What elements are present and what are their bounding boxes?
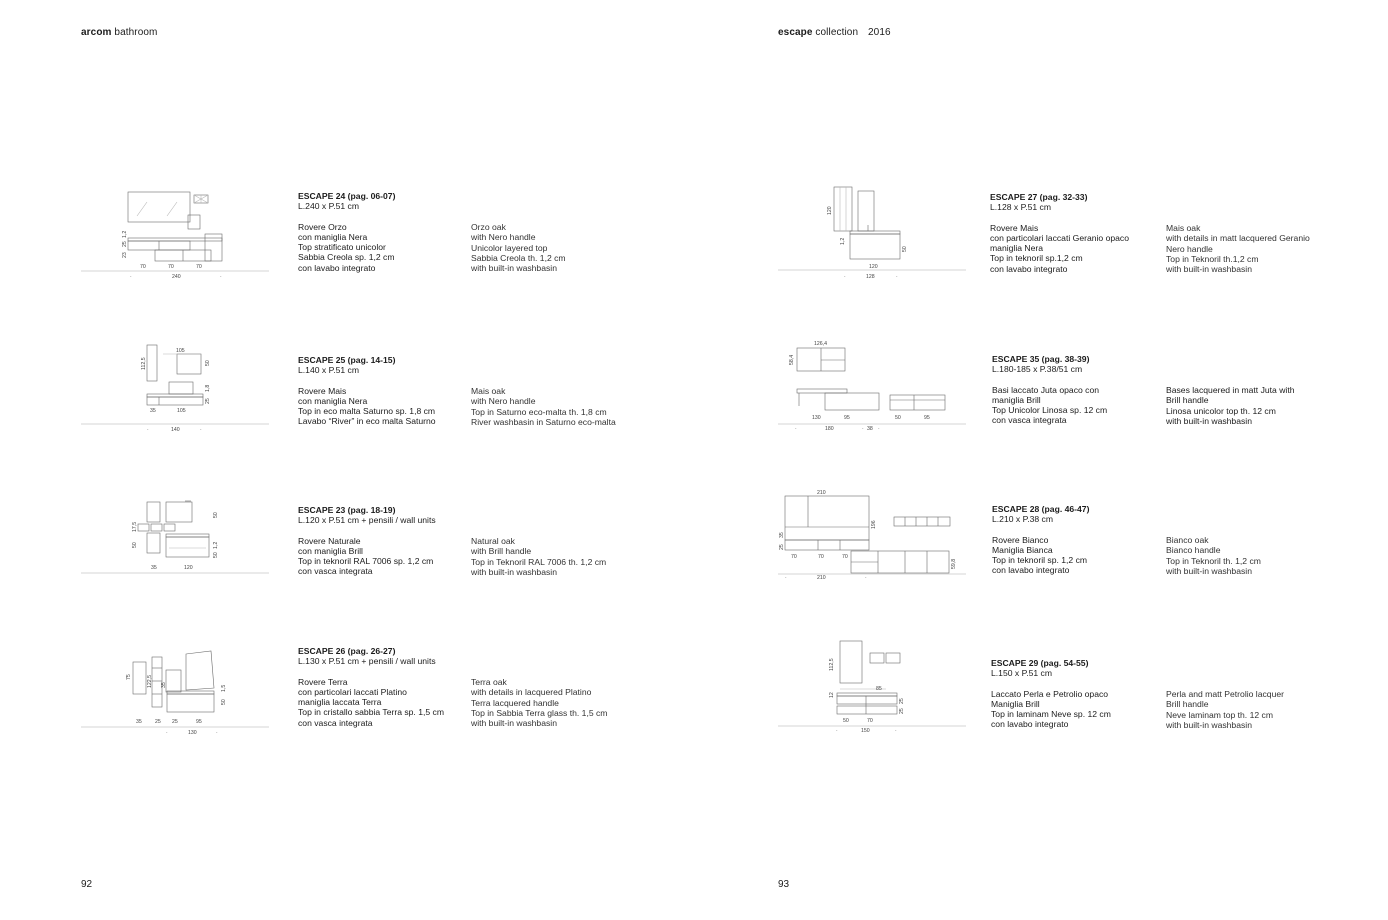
dim-w3: 25 <box>172 719 178 725</box>
dim-w2: 95 <box>844 415 850 421</box>
spec-en: with built-in washbasin <box>1166 264 1252 275</box>
svg-text:·: · <box>147 427 149 433</box>
dim-w1: 50 <box>843 718 849 724</box>
page-number: 93 <box>778 879 790 890</box>
technical-drawing-escape-35 <box>778 338 968 434</box>
technical-drawing-escape-26 <box>81 648 271 738</box>
dim-top: 85 <box>876 686 882 692</box>
dim-w4: 95 <box>924 415 930 421</box>
spec-en: Terra oak <box>471 677 507 687</box>
dim-w2: 70 <box>867 718 873 724</box>
spec-en: with built-in washbasin <box>471 566 557 577</box>
dim-w2: 70 <box>818 554 824 560</box>
spec-en: Perla and matt Petrolio lacquer <box>1166 689 1284 699</box>
svg-text:·: · <box>166 730 168 736</box>
spec-english-escape-26 <box>471 677 607 728</box>
dim-v3: 50 <box>221 699 227 705</box>
dim-v2: 25 <box>122 241 128 247</box>
spec-english-escape-23 <box>471 536 606 577</box>
svg-text:·: · <box>795 426 797 432</box>
header-subtitle: collection <box>815 27 859 38</box>
dim-v1: 196 <box>871 520 877 529</box>
spec-english-escape-25 <box>471 386 616 427</box>
svg-text:·: · <box>836 728 838 734</box>
dim-v2: 12 <box>829 692 835 698</box>
product-escape-25 <box>298 355 436 427</box>
svg-text:·: · <box>200 427 202 433</box>
dim-total: 210 <box>817 575 826 581</box>
spec-en: with details in lacquered Platino <box>471 687 592 698</box>
spec-it: Top in cristallo sabbia Terra sp. 1,5 cm <box>298 707 444 718</box>
spec-it: con maniglia Brill <box>298 545 363 556</box>
spec-en: Linosa unicolor top th. 12 cm <box>1166 405 1276 416</box>
product-title: ESCAPE 26 (pag. 26-27) <box>298 646 396 656</box>
spec-en: with built-in washbasin <box>1166 719 1252 730</box>
spec-en: Brill handle <box>1166 699 1209 710</box>
dim-w2: 25 <box>155 719 161 725</box>
product-title: ESCAPE 25 (pag. 14-15) <box>298 355 396 365</box>
dim-w1: 35 <box>150 408 156 414</box>
spec-it: Rovere Terra <box>298 676 348 687</box>
dim-w1: 130 <box>812 415 821 421</box>
dim-v1: 75 <box>126 674 132 680</box>
product-title: ESCAPE 28 (pag. 46-47) <box>992 504 1090 514</box>
spec-en: with Nero handle <box>471 396 536 407</box>
product-size: L.130 x P.51 cm + pensili / wall units <box>298 656 436 667</box>
spec-it: Top in eco malta Saturno sp. 1,8 cm <box>298 406 436 417</box>
dim-total: 150 <box>861 728 870 734</box>
dim-v1: 112,5 <box>829 658 835 671</box>
header-brand: escape <box>778 27 813 38</box>
spec-it: Lavabo “River” in eco malta Saturno <box>298 416 436 427</box>
spec-it: Top in laminam Neve sp. 12 cm <box>991 709 1111 720</box>
spec-en: with built-in washbasin <box>471 263 557 274</box>
spec-en: with built-in washbasin <box>1166 565 1252 576</box>
header-year: 2016 <box>868 27 891 38</box>
product-escape-27 <box>990 192 1129 274</box>
dim-w1: 70 <box>140 264 146 270</box>
right-page <box>694 0 1388 920</box>
dim-v4: 25 <box>205 398 211 404</box>
dim-total: 140 <box>171 427 180 433</box>
dim-w2: 105 <box>177 408 186 414</box>
page-number: 92 <box>81 879 93 890</box>
dim-v1: 120 <box>827 206 833 215</box>
dim-v1: 58,4 <box>789 354 795 365</box>
spec-en: Top in Teknoril RAL 7006 th. 1,2 cm <box>471 556 607 567</box>
dim-v2: 1,2 <box>840 237 846 245</box>
product-escape-24 <box>298 191 395 273</box>
dim-v1: 50 <box>213 512 219 518</box>
dim-top: 210 <box>817 490 826 496</box>
dim-total: 240 <box>172 274 181 280</box>
spec-it: con lavabo integrato <box>991 719 1069 730</box>
spec-it: Top in teknoril RAL 7006 sp. 1,2 cm <box>298 556 434 567</box>
spec-en: River washbasin in Saturno eco-malta <box>471 416 616 427</box>
product-escape-23 <box>298 505 436 577</box>
svg-text:·: · <box>895 728 897 734</box>
dim-v3: 25 <box>779 544 785 550</box>
spec-it: con lavabo integrato <box>992 565 1070 576</box>
spec-en: Unicolor layered top <box>471 242 548 253</box>
product-escape-35 <box>992 354 1107 426</box>
product-size: L.180-185 x P.38/51 cm <box>992 364 1083 375</box>
product-size: L.140 x P.51 cm <box>298 365 359 376</box>
product-title: ESCAPE 23 (pag. 18-19) <box>298 505 396 515</box>
spec-en: Top in Teknoril th. 1,2 cm <box>1166 555 1261 566</box>
product-escape-26 <box>298 646 444 728</box>
product-size: L.210 x P.38 cm <box>992 514 1053 525</box>
spec-en: Top in Teknoril th.1,2 cm <box>1166 253 1259 264</box>
spec-it: Top in teknoril sp.1,2 cm <box>990 253 1083 264</box>
spec-en: Bases lacquered in matt Juta with <box>1166 385 1295 395</box>
spec-en: Natural oak <box>471 536 515 546</box>
spec-it: Rovere Mais <box>990 222 1039 233</box>
dim-v5: 1,2 <box>213 541 219 549</box>
technical-drawing-escape-29 <box>778 638 968 738</box>
spec-en: Top in Saturno eco-malta th. 1,8 cm <box>471 406 607 417</box>
product-title: ESCAPE 29 (pag. 54-55) <box>991 658 1089 668</box>
dim-w3: 70 <box>842 554 848 560</box>
spec-it: Rovere Mais <box>298 385 347 396</box>
spec-en: Brill handle <box>1166 395 1209 406</box>
spec-it: Maniglia Bianca <box>992 544 1053 555</box>
spec-english-escape-24 <box>471 222 566 273</box>
dim-v2: 17,5 <box>132 521 138 532</box>
technical-drawing-escape-24 <box>81 186 271 281</box>
right-page-header <box>778 27 891 38</box>
spec-it: con maniglia Nera <box>298 395 368 406</box>
svg-text:·: · <box>785 575 787 581</box>
dim-top: 126,4 <box>814 341 827 347</box>
spec-en: with Nero handle <box>471 232 536 243</box>
spec-en: Bianco handle <box>1166 545 1221 556</box>
spec-english-escape-28 <box>1166 535 1261 576</box>
technical-drawing-escape-27 <box>778 183 968 283</box>
product-title: ESCAPE 27 (pag. 32-33) <box>990 192 1088 202</box>
dim-v2: 35 <box>779 532 785 538</box>
dim-v3: 1,2 <box>122 230 128 238</box>
dim-v4: 59,8 <box>951 558 957 569</box>
spec-en: Mais oak <box>1166 223 1201 233</box>
svg-text:·: · <box>216 730 218 736</box>
svg-text:·: · <box>862 426 864 432</box>
dim-v3: 1,8 <box>205 384 211 392</box>
technical-drawing-escape-28 <box>778 487 968 583</box>
product-title: ESCAPE 35 (pag. 38-39) <box>992 354 1090 364</box>
spec-it: maniglia laccata Terra <box>298 697 382 708</box>
dim-v1: 112,5 <box>141 357 147 370</box>
spec-en: with built-in washbasin <box>1166 415 1252 426</box>
svg-text:·: · <box>130 274 132 280</box>
dim-v1: 23 <box>122 252 128 258</box>
spec-it: maniglia Nera <box>990 243 1044 254</box>
dim-v3: 50 <box>132 542 138 548</box>
technical-drawing-escape-25 <box>81 342 271 434</box>
spec-it: Top in teknoril sp. 1,2 cm <box>992 555 1088 566</box>
spec-it: Sabbia Creola sp. 1,2 cm <box>298 252 395 263</box>
spec-it: Rovere Orzo <box>298 221 347 232</box>
dim-v4: 1,5 <box>221 684 227 692</box>
spec-it: Maniglia Brill <box>991 698 1040 709</box>
spec-it: Rovere Naturale <box>298 535 361 546</box>
svg-text:·: · <box>896 274 898 280</box>
spec-en: Top in Sabbia Terra glass th. 1,5 cm <box>471 707 608 718</box>
dim-w2: 120 <box>184 565 193 571</box>
product-escape-28 <box>992 504 1089 576</box>
spec-en: with Brill handle <box>471 546 532 557</box>
spec-english-escape-27 <box>1166 223 1310 274</box>
svg-text:·: · <box>220 274 222 280</box>
left-page-header <box>81 27 157 38</box>
spec-it: con vasca integrata <box>992 415 1067 426</box>
dim-w1: 70 <box>791 554 797 560</box>
spec-it: Basi laccato Juta opaco con <box>992 384 1100 395</box>
dim-v3: 25 <box>899 698 905 704</box>
dim-top: 105 <box>176 348 185 354</box>
spec-it: Top stratificato unicolor <box>298 242 386 253</box>
dim-v5: 35 <box>161 682 167 688</box>
spec-en: Nero handle <box>1166 243 1213 254</box>
spec-it: con lavabo integrato <box>990 263 1068 274</box>
dim-v2: 122,5 <box>147 675 153 688</box>
spec-en: Bianco oak <box>1166 535 1209 545</box>
spec-en: Sabbia Creola th. 1,2 cm <box>471 252 566 263</box>
spec-it: Top Unicolor Linosa sp. 12 cm <box>992 405 1108 416</box>
spec-it: con lavabo integrato <box>298 262 376 273</box>
spec-it: con particolari laccati Geranio opaco <box>990 232 1130 243</box>
spec-it: maniglia Brill <box>992 394 1041 405</box>
dim-v2: 50 <box>205 360 211 366</box>
dim-extra: 38 <box>867 426 873 432</box>
svg-text:·: · <box>844 274 846 280</box>
dim-v3: 50 <box>902 246 908 252</box>
dim-w1: 35 <box>136 719 142 725</box>
spec-english-escape-35 <box>1166 385 1295 426</box>
dim-v6: 50 <box>213 552 219 558</box>
spec-it: Laccato Perla e Petrolio opaco <box>991 688 1109 699</box>
spec-english-escape-29 <box>1166 689 1284 730</box>
dim-w1: 35 <box>151 565 157 571</box>
product-size: L.120 x P.51 cm + pensili / wall units <box>298 515 436 526</box>
spec-en: with built-in washbasin <box>471 718 557 729</box>
spec-it: Rovere Bianco <box>992 534 1049 545</box>
dim-w3: 70 <box>196 264 202 270</box>
dim-w3: 50 <box>895 415 901 421</box>
product-size: L.150 x P.51 cm <box>991 668 1052 679</box>
spec-it: con vasca integrata <box>298 717 373 728</box>
spec-en: with details in matt lacquered Geranio <box>1166 233 1310 244</box>
spec-it: con maniglia Nera <box>298 231 368 242</box>
svg-text:·: · <box>878 426 880 432</box>
header-brand: arcom <box>81 27 112 38</box>
product-size: L.240 x P.51 cm <box>298 201 359 212</box>
dim-w1: 120 <box>869 264 878 270</box>
spec-en: Terra lacquered handle <box>471 697 559 708</box>
spec-it: con vasca integrata <box>298 566 373 577</box>
dim-v4: 25 <box>899 708 905 714</box>
spec-it: con particolari laccati Platino <box>298 686 407 697</box>
spec-en: Mais oak <box>471 386 506 396</box>
spec-en: Orzo oak <box>471 222 506 232</box>
dim-total: 130 <box>188 730 197 736</box>
dim-total: 128 <box>866 274 875 280</box>
product-escape-29 <box>991 658 1111 730</box>
product-size: L.128 x P.51 cm <box>990 202 1051 213</box>
dim-w2: 70 <box>168 264 174 270</box>
dim-total: 180 <box>825 426 834 432</box>
product-title: ESCAPE 24 (pag. 06-07) <box>298 191 396 201</box>
technical-drawing-escape-23 <box>81 498 271 578</box>
dim-w4: 95 <box>196 719 202 725</box>
spec-en: Neve laminam top th. 12 cm <box>1166 709 1273 720</box>
svg-text:·: · <box>865 575 867 581</box>
header-subtitle: bathroom <box>114 27 158 38</box>
